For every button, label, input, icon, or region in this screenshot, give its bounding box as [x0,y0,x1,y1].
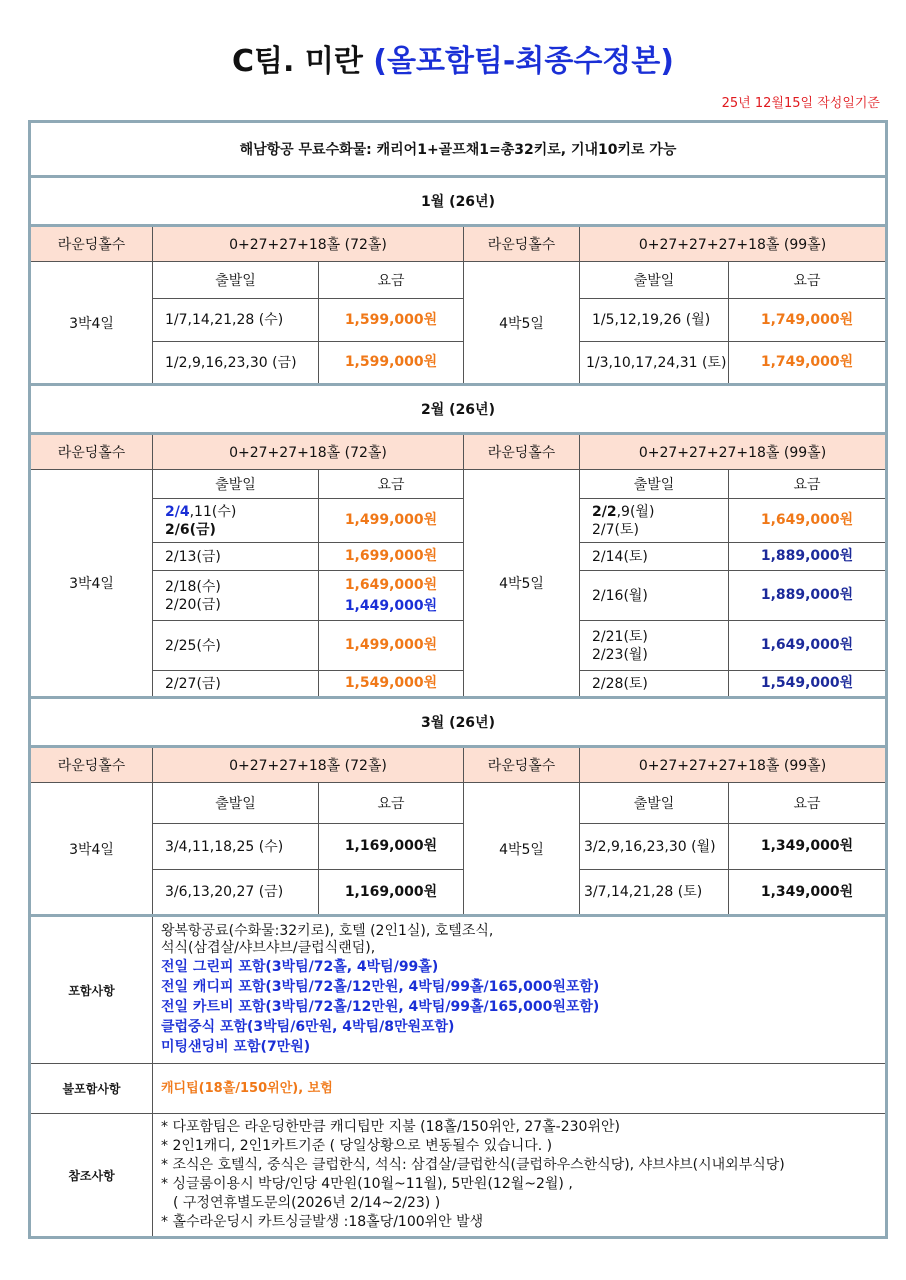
included-line: 전일 그린피 포함(3박팀/72홀, 4박팀/99홀) [161,959,439,975]
included-details [153,916,887,1064]
fee-header: 요금 [319,470,464,499]
depart-dates [153,571,319,621]
price: 1,349,000원 [729,824,887,870]
round-label: 라운딩홀수 [30,434,153,470]
price-table [28,120,888,1239]
date-text: 2/20(금) [165,596,221,613]
price: 1,549,000원 [729,671,887,698]
depart-dates: 3/4,11,18,25 (수) [153,824,319,870]
depart-header: 출발일 [153,262,319,299]
nights-label: 3박4일 [30,262,153,385]
round-holes-right: 0+27+27+27+18홀 (99홀) [580,226,887,262]
date-text: ,9(월) [616,503,655,520]
price: 1,349,000원 [729,870,887,916]
price [319,571,464,621]
reference-line: * 다포함팀은 라운딩한만큼 캐디팁만 지불 (18홀/150위안, 27홀-230위안) [161,1119,620,1135]
date-bold: 2/2 [592,503,617,520]
price: 1,889,000원 [729,543,887,571]
price: 1,169,000원 [319,824,464,870]
depart-header: 출발일 [153,470,319,499]
fee-header: 요금 [729,470,887,499]
round-label: 라운딩홀수 [464,434,580,470]
reference-details [153,1114,887,1238]
depart-dates [580,621,729,671]
price-line: 1,649,000원 [344,576,438,593]
month-title: 3월 (26년) [30,698,887,747]
title-prefix: C팀. 미란 [232,44,363,79]
round-holes-left: 0+27+27+18홀 (72홀) [153,434,464,470]
round-label: 라운딩홀수 [464,226,580,262]
reference-line: * 조식은 호텔식, 중식은 클럽한식, 석식: 삼겹살/클럽한식(클럽하우스한식당), 샤브샤브(시내외부식당) [161,1157,785,1173]
depart-dates [153,499,319,543]
date-bold: 2/6(금) [165,521,216,538]
excluded-details [153,1064,887,1114]
depart-dates: 1/3,10,17,24,31 (토) [580,342,729,385]
round-holes-left: 0+27+27+18홀 (72홀) [153,226,464,262]
depart-dates [580,499,729,543]
round-holes-right: 0+27+27+27+18홀 (99홀) [580,434,887,470]
round-label: 라운딩홀수 [464,747,580,783]
depart-dates: 2/13(금) [153,543,319,571]
date-text: 2/18(수) [165,578,221,595]
price: 1,499,000원 [319,499,464,543]
depart-header: 출발일 [153,783,319,824]
round-holes-left: 0+27+27+18홀 (72홀) [153,747,464,783]
title-highlight: (올포함팀-최종수정본) [373,44,674,79]
month-title: 2월 (26년) [30,385,887,434]
price: 1,599,000원 [319,342,464,385]
page-title [0,36,906,80]
depart-dates: 3/7,14,21,28 (토) [580,870,729,916]
date-note: 25년 12월15일 작성일기준 [721,96,880,111]
depart-dates: 2/14(토) [580,543,729,571]
fee-header: 요금 [319,262,464,299]
nights-label: 4박5일 [464,470,580,698]
depart-header: 출발일 [580,262,729,299]
price: 1,549,000원 [319,671,464,698]
reference-label: 참조사항 [30,1114,153,1238]
price: 1,649,000원 [729,621,887,671]
depart-dates: 3/2,9,16,23,30 (월) [580,824,729,870]
depart-dates: 3/6,13,20,27 (금) [153,870,319,916]
round-holes-right: 0+27+27+27+18홀 (99홀) [580,747,887,783]
date-text: ,11(수) [189,503,237,520]
included-line: 전일 카트비 포함(3박팀/72홀/12만원, 4박팀/99홀/165,000원포함) [161,999,600,1015]
included-line: 미팅샌딩비 포함(7만원) [161,1039,311,1055]
date-text: 2/21(토) [592,628,648,645]
depart-dates: 1/5,12,19,26 (월) [580,299,729,342]
price: 1,599,000원 [319,299,464,342]
reference-line: * 2인1캐디, 2인1카트기준 ( 당일상황으로 변동될수 있습니다. ) [161,1138,553,1154]
price: 1,699,000원 [319,543,464,571]
depart-dates: 2/25(수) [153,621,319,671]
reference-line: ( 구정연휴별도문의(2026년 2/14~2/23) ) [173,1195,441,1211]
round-label: 라운딩홀수 [30,747,153,783]
price: 1,889,000원 [729,571,887,621]
price: 1,749,000원 [729,342,887,385]
price: 1,169,000원 [319,870,464,916]
price: 1,499,000원 [319,621,464,671]
date-text: 2/23(월) [592,646,648,663]
depart-dates: 1/7,14,21,28 (수) [153,299,319,342]
nights-label: 3박4일 [30,783,153,916]
depart-dates: 2/16(월) [580,571,729,621]
included-line: 클럽중식 포함(3박팀/6만원, 4박팀/8만원포함) [161,1019,455,1035]
price-line: 1,449,000원 [344,597,438,614]
price: 1,749,000원 [729,299,887,342]
depart-dates: 1/2,9,16,23,30 (금) [153,342,319,385]
fee-header: 요금 [729,262,887,299]
included-label: 포함사항 [30,916,153,1064]
fee-header: 요금 [319,783,464,824]
nights-label: 3박4일 [30,470,153,698]
reference-line: * 싱글룸이용시 박당/인당 4만원(10월~11월), 5만원(12월~2월) , [161,1176,573,1192]
depart-dates: 2/28(토) [580,671,729,698]
excluded-text: 캐디팁(18홀/150위안), 보험 [161,1081,333,1096]
included-line: 석식(삼겹살/샤브샤브/클럽식랜덤), [161,940,376,956]
included-line: 전일 캐디피 포함(3박팀/72홀/12만원, 4박팀/99홀/165,000원포함) [161,979,600,995]
excluded-label: 불포함사항 [30,1064,153,1114]
fee-header: 요금 [729,783,887,824]
nights-label: 4박5일 [464,262,580,385]
nights-label: 4박5일 [464,783,580,916]
included-line: 왕복항공료(수화물:32키로), 호텔 (2인1실), 호텔조식, [161,923,494,939]
round-label: 라운딩홀수 [30,226,153,262]
depart-header: 출발일 [580,470,729,499]
depart-dates: 2/27(금) [153,671,319,698]
baggage-notice: 해남항공 무료수화물: 캐리어1+골프채1=총32키로, 기내10키로 가능 [30,122,887,177]
date-text: 2/7(토) [592,521,639,538]
price: 1,649,000원 [729,499,887,543]
month-title: 1월 (26년) [30,177,887,226]
depart-header: 출발일 [580,783,729,824]
reference-line: * 홀수라운딩시 카트싱글발생 :18홀당/100위안 발생 [161,1214,484,1230]
date-bold: 2/4 [165,503,190,520]
